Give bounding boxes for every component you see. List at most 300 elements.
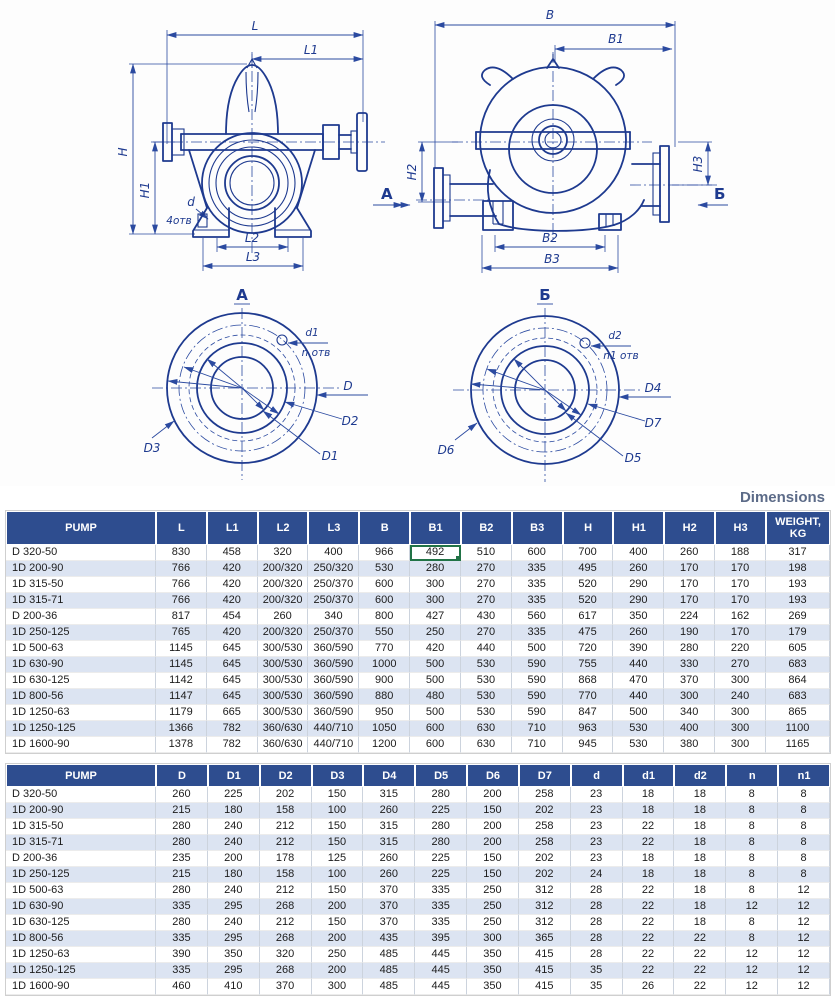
- dimension-value-cell[interactable]: 280: [156, 915, 208, 931]
- dimension-value-cell[interactable]: 330: [664, 657, 715, 673]
- dimension-value-cell[interactable]: 420: [410, 641, 461, 657]
- dimension-value-cell[interactable]: 240: [715, 689, 766, 705]
- dimension-value-cell[interactable]: 945: [563, 737, 614, 753]
- dimension-value-cell[interactable]: 710: [512, 737, 563, 753]
- dimension-value-cell[interactable]: 290: [613, 577, 664, 593]
- dimension-value-cell[interactable]: 200/320: [258, 593, 309, 609]
- dimension-value-cell[interactable]: 18: [674, 883, 726, 899]
- dimension-value-cell[interactable]: 150: [467, 851, 519, 867]
- dimension-value-cell[interactable]: 300/530: [258, 705, 309, 721]
- dimension-value-cell[interactable]: 1165: [766, 737, 830, 753]
- dimension-value-cell[interactable]: 8: [726, 851, 778, 867]
- dimension-value-cell[interactable]: 268: [260, 899, 312, 915]
- dimension-value-cell[interactable]: 340: [664, 705, 715, 721]
- dimension-value-cell[interactable]: 22: [674, 947, 726, 963]
- dimension-value-cell[interactable]: 300: [664, 689, 715, 705]
- dimension-value-cell[interactable]: 260: [664, 545, 715, 561]
- dimension-value-cell[interactable]: 198: [766, 561, 830, 577]
- dimension-value-cell[interactable]: 590: [512, 689, 563, 705]
- dimension-value-cell[interactable]: 420: [207, 561, 258, 577]
- dimension-value-cell[interactable]: 390: [156, 947, 208, 963]
- dimension-value-cell[interactable]: 966: [359, 545, 410, 561]
- dimension-value-cell[interactable]: 202: [519, 803, 571, 819]
- dimension-value-cell[interactable]: 630: [461, 721, 512, 737]
- dimension-value-cell[interactable]: 18: [623, 787, 675, 803]
- dimension-value-cell[interactable]: 300: [312, 979, 364, 995]
- dimension-value-cell[interactable]: 590: [512, 705, 563, 721]
- dimension-value-cell[interactable]: 200: [312, 899, 364, 915]
- dimension-value-cell[interactable]: 26: [623, 979, 675, 995]
- dimension-value-cell[interactable]: 215: [156, 803, 208, 819]
- dimension-value-cell[interactable]: 1145: [156, 641, 207, 657]
- dimension-value-cell[interactable]: 150: [312, 915, 364, 931]
- dimension-value-cell[interactable]: 224: [664, 609, 715, 625]
- dimension-value-cell[interactable]: 8: [778, 787, 830, 803]
- dimension-value-cell[interactable]: 420: [207, 593, 258, 609]
- dimension-value-cell[interactable]: 435: [363, 931, 415, 947]
- dimension-value-cell[interactable]: 665: [207, 705, 258, 721]
- dimension-value-cell[interactable]: 170: [715, 561, 766, 577]
- dimension-value-cell[interactable]: 335: [415, 899, 467, 915]
- dimension-value-cell[interactable]: 600: [359, 593, 410, 609]
- dimension-value-cell[interactable]: 260: [363, 867, 415, 883]
- dimension-value-cell[interactable]: 600: [359, 577, 410, 593]
- dimension-value-cell[interactable]: 8: [726, 787, 778, 803]
- dimension-value-cell[interactable]: 22: [623, 835, 675, 851]
- dimension-value-cell[interactable]: 300: [410, 577, 461, 593]
- dimension-value-cell[interactable]: 250/370: [308, 625, 359, 641]
- dimension-value-cell[interactable]: 170: [664, 577, 715, 593]
- dimension-value-cell[interactable]: 420: [207, 625, 258, 641]
- dimension-value-cell[interactable]: 215: [156, 867, 208, 883]
- dimension-value-cell[interactable]: 23: [571, 819, 623, 835]
- pump-model-cell[interactable]: 1D 500-63: [6, 883, 156, 899]
- dimension-value-cell[interactable]: 260: [156, 787, 208, 803]
- dimension-value-cell[interactable]: 8: [778, 819, 830, 835]
- dimension-value-cell[interactable]: 320: [260, 947, 312, 963]
- dimension-value-cell[interactable]: 269: [766, 609, 830, 625]
- dimension-value-cell[interactable]: 200/320: [258, 577, 309, 593]
- dimension-value-cell[interactable]: 18: [674, 819, 726, 835]
- dimension-value-cell[interactable]: 28: [571, 947, 623, 963]
- dimension-value-cell[interactable]: 268: [260, 963, 312, 979]
- dimension-value-cell[interactable]: 495: [563, 561, 614, 577]
- dimension-value-cell[interactable]: 22: [674, 931, 726, 947]
- dimension-value-cell[interactable]: 317: [766, 545, 830, 561]
- dimension-value-cell[interactable]: 225: [208, 787, 260, 803]
- dimension-value-cell[interactable]: 18: [674, 915, 726, 931]
- pump-model-cell[interactable]: 1D 250-125: [6, 867, 156, 883]
- dimension-value-cell[interactable]: 868: [563, 673, 614, 689]
- dimension-value-cell[interactable]: 23: [571, 787, 623, 803]
- dimension-value-cell[interactable]: 335: [156, 931, 208, 947]
- dimension-value-cell[interactable]: 485: [363, 947, 415, 963]
- dimension-value-cell[interactable]: 8: [778, 803, 830, 819]
- pump-model-cell[interactable]: 1D 1600-90: [6, 737, 156, 753]
- dimension-value-cell[interactable]: 445: [415, 963, 467, 979]
- pump-model-cell[interactable]: D 320-50: [6, 545, 156, 561]
- dimension-value-cell[interactable]: 520: [563, 577, 614, 593]
- dimension-value-cell[interactable]: 370: [664, 673, 715, 689]
- dimension-value-cell[interactable]: 520: [563, 593, 614, 609]
- dimension-value-cell[interactable]: 28: [571, 899, 623, 915]
- dimension-value-cell[interactable]: 510: [461, 545, 512, 561]
- dimension-value-cell[interactable]: 212: [260, 835, 312, 851]
- dimension-value-cell[interactable]: 470: [613, 673, 664, 689]
- pump-model-cell[interactable]: 1D 315-50: [6, 577, 156, 593]
- dimension-value-cell[interactable]: 250/320: [308, 561, 359, 577]
- dimension-value-cell[interactable]: 485: [363, 979, 415, 995]
- dimension-value-cell[interactable]: 300: [410, 593, 461, 609]
- dimension-value-cell[interactable]: 360/590: [308, 641, 359, 657]
- pump-model-cell[interactable]: 1D 200-90: [6, 803, 156, 819]
- dimension-value-cell[interactable]: 530: [461, 689, 512, 705]
- dimension-value-cell[interactable]: 500: [613, 705, 664, 721]
- dimension-value-cell[interactable]: 100: [312, 803, 364, 819]
- dimension-value-cell[interactable]: 8: [726, 915, 778, 931]
- dimension-value-cell[interactable]: 8: [726, 931, 778, 947]
- dimension-value-cell[interactable]: 23: [571, 851, 623, 867]
- dimension-value-cell[interactable]: 170: [664, 593, 715, 609]
- dimension-value-cell[interactable]: 600: [410, 737, 461, 753]
- dimension-value-cell[interactable]: 12: [778, 931, 830, 947]
- dimension-value-cell[interactable]: 864: [766, 673, 830, 689]
- dimension-value-cell[interactable]: 260: [363, 803, 415, 819]
- dimension-value-cell[interactable]: 360/630: [258, 737, 309, 753]
- dimension-value-cell[interactable]: 335: [512, 593, 563, 609]
- dimension-value-cell[interactable]: 340: [308, 609, 359, 625]
- dimension-value-cell[interactable]: 380: [664, 737, 715, 753]
- dimension-value-cell[interactable]: 280: [156, 835, 208, 851]
- dimension-value-cell[interactable]: 8: [726, 819, 778, 835]
- dimension-value-cell[interactable]: 360/630: [258, 721, 309, 737]
- dimension-value-cell[interactable]: 370: [260, 979, 312, 995]
- dimension-value-cell[interactable]: 18: [674, 835, 726, 851]
- dimension-value-cell[interactable]: 963: [563, 721, 614, 737]
- dimension-value-cell[interactable]: 18: [674, 867, 726, 883]
- dimension-value-cell[interactable]: 212: [260, 883, 312, 899]
- dimension-value-cell[interactable]: 28: [571, 915, 623, 931]
- dimension-value-cell[interactable]: 630: [461, 737, 512, 753]
- dimension-value-cell[interactable]: 1050: [359, 721, 410, 737]
- dimension-value-cell[interactable]: 700: [563, 545, 614, 561]
- dimension-value-cell[interactable]: 170: [715, 577, 766, 593]
- dimension-value-cell[interactable]: 350: [613, 609, 664, 625]
- dimension-value-cell[interactable]: 645: [207, 673, 258, 689]
- dimension-value-cell[interactable]: 200: [312, 931, 364, 947]
- dimension-value-cell[interactable]: 250/370: [308, 577, 359, 593]
- dimension-value-cell[interactable]: 8: [726, 803, 778, 819]
- dimension-value-cell[interactable]: 150: [312, 787, 364, 803]
- dimension-value-cell[interactable]: 250: [467, 915, 519, 931]
- dimension-value-cell[interactable]: 590: [512, 673, 563, 689]
- dimension-value-cell[interactable]: 150: [467, 803, 519, 819]
- dimension-value-cell[interactable]: 22: [623, 947, 675, 963]
- dimension-value-cell[interactable]: 390: [613, 641, 664, 657]
- dimension-value-cell[interactable]: 280: [156, 819, 208, 835]
- dimension-value-cell[interactable]: 300/530: [258, 657, 309, 673]
- dimension-value-cell[interactable]: 530: [613, 721, 664, 737]
- dimension-value-cell[interactable]: 158: [260, 867, 312, 883]
- dimension-value-cell[interactable]: 24: [571, 867, 623, 883]
- dimension-value-cell[interactable]: 12: [778, 979, 830, 995]
- dimension-value-cell[interactable]: 180: [208, 867, 260, 883]
- dimension-value-cell[interactable]: 235: [156, 851, 208, 867]
- dimension-value-cell[interactable]: 766: [156, 561, 207, 577]
- pump-model-cell[interactable]: 1D 800-56: [6, 931, 156, 947]
- dimension-value-cell[interactable]: 847: [563, 705, 614, 721]
- dimension-value-cell[interactable]: 312: [519, 915, 571, 931]
- dimension-value-cell[interactable]: 440/710: [308, 737, 359, 753]
- dimension-value-cell[interactable]: 22: [623, 963, 675, 979]
- dimension-value-cell[interactable]: 12: [778, 883, 830, 899]
- dimension-value-cell[interactable]: 335: [415, 883, 467, 899]
- dimension-value-cell[interactable]: 782: [207, 721, 258, 737]
- dimension-value-cell[interactable]: 212: [260, 819, 312, 835]
- dimension-value-cell[interactable]: 410: [208, 979, 260, 995]
- dimension-value-cell[interactable]: 880: [359, 689, 410, 705]
- pump-model-cell[interactable]: 1D 1250-125: [6, 721, 156, 737]
- dimension-value-cell[interactable]: 12: [778, 899, 830, 915]
- dimension-value-cell[interactable]: 18: [674, 787, 726, 803]
- pump-model-cell[interactable]: D 200-36: [6, 609, 156, 625]
- dimension-value-cell[interactable]: 8: [726, 883, 778, 899]
- dimension-value-cell[interactable]: 720: [563, 641, 614, 657]
- dimension-value-cell[interactable]: 200: [208, 851, 260, 867]
- dimension-value-cell[interactable]: 300: [715, 721, 766, 737]
- dimension-value-cell[interactable]: 270: [461, 577, 512, 593]
- dimension-value-cell[interactable]: 590: [512, 657, 563, 673]
- dimension-value-cell[interactable]: 400: [664, 721, 715, 737]
- pump-model-cell[interactable]: 1D 630-125: [6, 915, 156, 931]
- dimension-value-cell[interactable]: 560: [512, 609, 563, 625]
- dimension-value-cell[interactable]: 200: [467, 819, 519, 835]
- dimension-value-cell[interactable]: 1200: [359, 737, 410, 753]
- pump-model-cell[interactable]: 1D 630-90: [6, 657, 156, 673]
- dimension-value-cell[interactable]: 600: [512, 545, 563, 561]
- dimension-value-cell[interactable]: 8: [726, 867, 778, 883]
- dimension-value-cell[interactable]: 370: [363, 883, 415, 899]
- dimension-value-cell[interactable]: 350: [467, 979, 519, 995]
- dimension-value-cell[interactable]: 617: [563, 609, 614, 625]
- dimension-value-cell[interactable]: 320: [258, 545, 309, 561]
- dimension-value-cell[interactable]: 100: [312, 867, 364, 883]
- dimension-value-cell[interactable]: 260: [258, 609, 309, 625]
- dimension-value-cell[interactable]: 18: [674, 851, 726, 867]
- dimension-value-cell[interactable]: 12: [778, 915, 830, 931]
- dimension-value-cell[interactable]: 12: [778, 963, 830, 979]
- dimension-value-cell[interactable]: 817: [156, 609, 207, 625]
- dimension-value-cell[interactable]: 240: [208, 883, 260, 899]
- dimension-value-cell[interactable]: 500: [410, 705, 461, 721]
- dimension-value-cell[interactable]: 170: [715, 625, 766, 641]
- dimension-value-cell[interactable]: 200: [312, 963, 364, 979]
- dimension-value-cell[interactable]: 179: [766, 625, 830, 641]
- dimension-value-cell[interactable]: 8: [726, 835, 778, 851]
- pump-model-cell[interactable]: 1D 800-56: [6, 689, 156, 705]
- dimension-value-cell[interactable]: 258: [519, 819, 571, 835]
- dimension-value-cell[interactable]: 300: [467, 931, 519, 947]
- dimension-value-cell[interactable]: 12: [726, 899, 778, 915]
- dimension-value-cell[interactable]: 1366: [156, 721, 207, 737]
- dimension-value-cell[interactable]: 35: [571, 979, 623, 995]
- dimension-value-cell[interactable]: 440/710: [308, 721, 359, 737]
- dimension-value-cell[interactable]: 645: [207, 689, 258, 705]
- dimension-value-cell[interactable]: 335: [415, 915, 467, 931]
- dimension-value-cell[interactable]: 766: [156, 593, 207, 609]
- dimension-value-cell[interactable]: 315: [363, 819, 415, 835]
- dimension-value-cell[interactable]: 530: [359, 561, 410, 577]
- dimension-value-cell[interactable]: 225: [415, 851, 467, 867]
- pump-model-cell[interactable]: D 320-50: [6, 787, 156, 803]
- dimension-value-cell[interactable]: 280: [410, 561, 461, 577]
- dimension-value-cell[interactable]: 370: [363, 915, 415, 931]
- dimension-value-cell[interactable]: 240: [208, 835, 260, 851]
- dimension-value-cell[interactable]: 193: [766, 593, 830, 609]
- dimension-value-cell[interactable]: 22: [623, 915, 675, 931]
- dimension-value-cell[interactable]: 258: [519, 835, 571, 851]
- dimension-value-cell[interactable]: 350: [467, 947, 519, 963]
- dimension-value-cell[interactable]: 8: [778, 867, 830, 883]
- pump-model-cell[interactable]: 1D 500-63: [6, 641, 156, 657]
- pump-model-cell[interactable]: 1D 315-50: [6, 819, 156, 835]
- dimension-value-cell[interactable]: 950: [359, 705, 410, 721]
- dimension-value-cell[interactable]: 12: [726, 963, 778, 979]
- dimension-value-cell[interactable]: 500: [410, 657, 461, 673]
- dimension-value-cell[interactable]: 710: [512, 721, 563, 737]
- dimension-value-cell[interactable]: 18: [623, 851, 675, 867]
- dimension-value-cell[interactable]: 260: [613, 561, 664, 577]
- dimension-value-cell[interactable]: 150: [312, 835, 364, 851]
- pump-model-cell[interactable]: 1D 1600-90: [6, 979, 156, 995]
- dimension-value-cell[interactable]: 18: [674, 803, 726, 819]
- dimension-value-cell[interactable]: 360/590: [308, 673, 359, 689]
- dimension-value-cell[interactable]: 280: [156, 883, 208, 899]
- dimension-value-cell[interactable]: 312: [519, 883, 571, 899]
- pump-model-cell[interactable]: 1D 1250-63: [6, 705, 156, 721]
- dimension-value-cell[interactable]: 1147: [156, 689, 207, 705]
- dimension-value-cell[interactable]: 360/590: [308, 705, 359, 721]
- dimension-value-cell[interactable]: 162: [715, 609, 766, 625]
- dimension-value-cell[interactable]: 8: [778, 851, 830, 867]
- dimension-value-cell[interactable]: 530: [613, 737, 664, 753]
- dimension-value-cell[interactable]: 240: [208, 819, 260, 835]
- dimension-value-cell[interactable]: 178: [260, 851, 312, 867]
- dimension-value-cell[interactable]: 270: [461, 593, 512, 609]
- dimension-value-cell[interactable]: 492: [410, 545, 461, 561]
- dimension-value-cell[interactable]: 295: [208, 899, 260, 915]
- dimension-value-cell[interactable]: 188: [715, 545, 766, 561]
- dimension-value-cell[interactable]: 1179: [156, 705, 207, 721]
- dimension-value-cell[interactable]: 420: [207, 577, 258, 593]
- dimension-value-cell[interactable]: 28: [571, 883, 623, 899]
- dimension-value-cell[interactable]: 765: [156, 625, 207, 641]
- dimension-value-cell[interactable]: 683: [766, 657, 830, 673]
- dimension-value-cell[interactable]: 395: [415, 931, 467, 947]
- dimension-value-cell[interactable]: 365: [519, 931, 571, 947]
- dimension-value-cell[interactable]: 300: [715, 673, 766, 689]
- dimension-value-cell[interactable]: 530: [461, 673, 512, 689]
- dimension-value-cell[interactable]: 280: [415, 787, 467, 803]
- pump-model-cell[interactable]: 1D 200-90: [6, 561, 156, 577]
- dimension-value-cell[interactable]: 350: [467, 963, 519, 979]
- dimension-value-cell[interactable]: 335: [156, 899, 208, 915]
- dimension-value-cell[interactable]: 260: [613, 625, 664, 641]
- dimension-value-cell[interactable]: 440: [461, 641, 512, 657]
- dimension-value-cell[interactable]: 683: [766, 689, 830, 705]
- dimension-value-cell[interactable]: 18: [623, 867, 675, 883]
- dimension-value-cell[interactable]: 300/530: [258, 673, 309, 689]
- dimension-value-cell[interactable]: 782: [207, 737, 258, 753]
- dimension-value-cell[interactable]: 755: [563, 657, 614, 673]
- dimension-value-cell[interactable]: 1142: [156, 673, 207, 689]
- dimension-value-cell[interactable]: 125: [312, 851, 364, 867]
- dimension-value-cell[interactable]: 202: [519, 867, 571, 883]
- dimension-value-cell[interactable]: 315: [363, 835, 415, 851]
- dimension-value-cell[interactable]: 770: [359, 641, 410, 657]
- pump-model-cell[interactable]: 1D 630-90: [6, 899, 156, 915]
- dimension-value-cell[interactable]: 458: [207, 545, 258, 561]
- dimension-value-cell[interactable]: 270: [461, 561, 512, 577]
- dimension-value-cell[interactable]: 158: [260, 803, 312, 819]
- dimension-value-cell[interactable]: 12: [726, 947, 778, 963]
- dimension-value-cell[interactable]: 485: [363, 963, 415, 979]
- dimension-value-cell[interactable]: 260: [363, 851, 415, 867]
- dimension-value-cell[interactable]: 22: [623, 899, 675, 915]
- dimension-value-cell[interactable]: 190: [664, 625, 715, 641]
- dimension-value-cell[interactable]: 445: [415, 947, 467, 963]
- pump-model-cell[interactable]: 1D 315-71: [6, 593, 156, 609]
- pump-model-cell[interactable]: 1D 1250-125: [6, 963, 156, 979]
- dimension-value-cell[interactable]: 415: [519, 979, 571, 995]
- dimension-value-cell[interactable]: 645: [207, 657, 258, 673]
- dimension-value-cell[interactable]: 250: [312, 947, 364, 963]
- dimension-value-cell[interactable]: 18: [623, 803, 675, 819]
- dimension-value-cell[interactable]: 170: [715, 593, 766, 609]
- dimension-value-cell[interactable]: 830: [156, 545, 207, 561]
- dimension-value-cell[interactable]: 150: [467, 867, 519, 883]
- dimension-value-cell[interactable]: 335: [512, 625, 563, 641]
- dimension-value-cell[interactable]: 250: [467, 883, 519, 899]
- dimension-value-cell[interactable]: 454: [207, 609, 258, 625]
- dimension-value-cell[interactable]: 445: [415, 979, 467, 995]
- dimension-value-cell[interactable]: 360/590: [308, 689, 359, 705]
- dimension-value-cell[interactable]: 300: [715, 737, 766, 753]
- dimension-value-cell[interactable]: 400: [308, 545, 359, 561]
- dimension-value-cell[interactable]: 180: [208, 803, 260, 819]
- dimension-value-cell[interactable]: 200/320: [258, 561, 309, 577]
- dimension-value-cell[interactable]: 22: [623, 819, 675, 835]
- dimension-value-cell[interactable]: 900: [359, 673, 410, 689]
- dimension-value-cell[interactable]: 295: [208, 963, 260, 979]
- pump-model-cell[interactable]: 1D 315-71: [6, 835, 156, 851]
- dimension-value-cell[interactable]: 645: [207, 641, 258, 657]
- dimension-value-cell[interactable]: 415: [519, 947, 571, 963]
- dimension-value-cell[interactable]: 200: [467, 835, 519, 851]
- pump-model-cell[interactable]: D 200-36: [6, 851, 156, 867]
- dimension-value-cell[interactable]: 360/590: [308, 657, 359, 673]
- dimension-value-cell[interactable]: 460: [156, 979, 208, 995]
- dimension-value-cell[interactable]: 605: [766, 641, 830, 657]
- dimension-value-cell[interactable]: 28: [571, 931, 623, 947]
- dimension-value-cell[interactable]: 335: [512, 561, 563, 577]
- dimension-value-cell[interactable]: 1000: [359, 657, 410, 673]
- dimension-value-cell[interactable]: 250/370: [308, 593, 359, 609]
- dimension-value-cell[interactable]: 312: [519, 899, 571, 915]
- dimension-value-cell[interactable]: 415: [519, 963, 571, 979]
- dimension-value-cell[interactable]: 300/530: [258, 689, 309, 705]
- dimension-value-cell[interactable]: 280: [415, 835, 467, 851]
